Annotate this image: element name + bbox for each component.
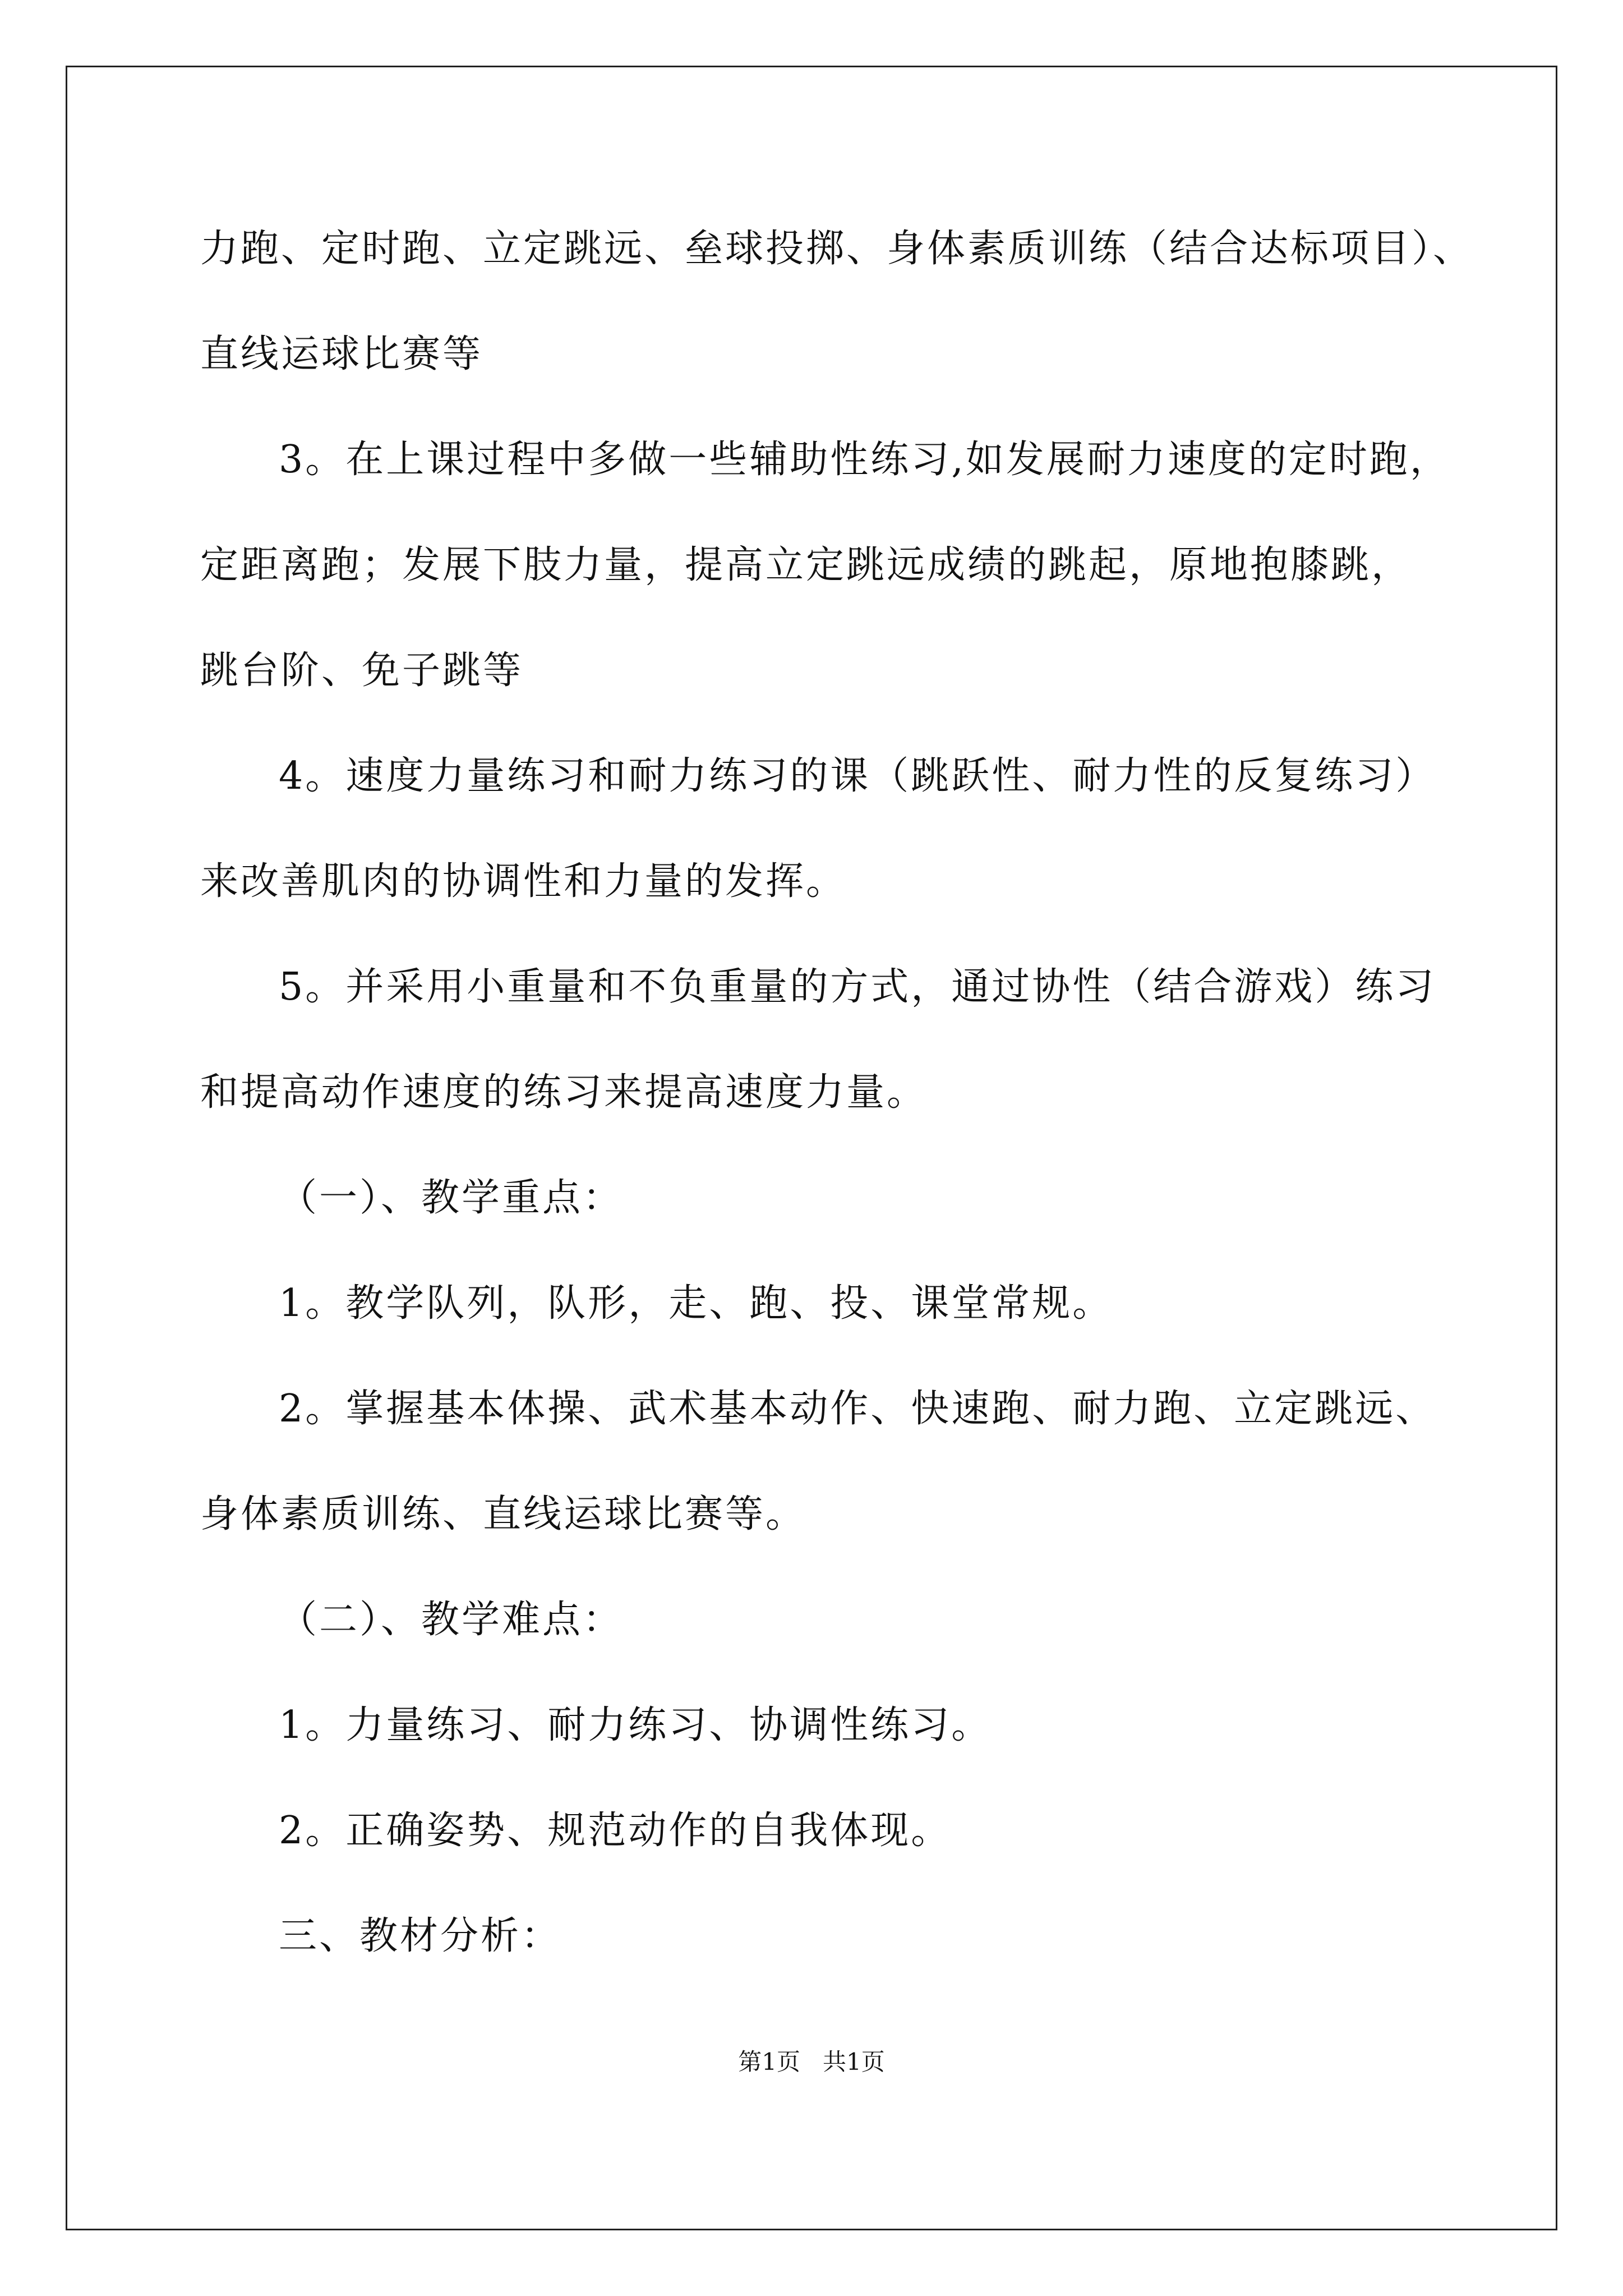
text-line-6: 4。速度力量练习和耐力练习的课（跳跃性、耐力性的反复练习） xyxy=(279,754,1436,798)
page-frame xyxy=(66,66,1557,2230)
text-line-2: 直线运球比赛等 xyxy=(200,332,483,376)
text-line-5: 跳台阶、免子跳等 xyxy=(200,648,524,693)
text-line-3: 3。在上课过程中多做一些辅助性练习,如发展耐力速度的定时跑， xyxy=(279,438,1450,482)
text-line-12: 2。掌握基本体操、武术基本动作、快速跑、耐力跑、立定跳远、 xyxy=(279,1387,1436,1431)
section-heading-difficulties: （二）、教学难点： xyxy=(279,1598,624,1642)
text-line-13: 身体素质训练、直线运球比赛等。 xyxy=(200,1492,806,1536)
text-line-16: 2。正确姿势、规范动作的自我体现。 xyxy=(279,1809,952,1853)
text-line-9: 和提高动作速度的练习来提高速度力量。 xyxy=(200,1070,928,1115)
section-heading-key-points: （一）、教学重点： xyxy=(279,1176,624,1220)
text-line-1: 力跑、定时跑、立定跳远、垒球投掷、身体素质训练（结合达标项目）、 xyxy=(200,227,1474,271)
text-line-8: 5。并采用小重量和不负重量的方式，通过协性（结合游戏）练习 xyxy=(279,965,1436,1009)
text-line-4: 定距离跑；发展下肢力量，提高立定跳远成绩的跳起，原地抱膝跳， xyxy=(200,543,1412,587)
section-heading-material-analysis: 三、教材分析： xyxy=(279,1914,562,1958)
page-number-footer: 第1页 共1页 xyxy=(738,2048,885,2076)
text-line-7: 来改善肌肉的协调性和力量的发挥。 xyxy=(200,859,847,904)
text-line-15: 1。力量练习、耐力练习、协调性练习。 xyxy=(279,1703,992,1747)
text-line-11: 1。教学队列，队形，走、跑、投、课堂常规。 xyxy=(279,1281,1113,1326)
